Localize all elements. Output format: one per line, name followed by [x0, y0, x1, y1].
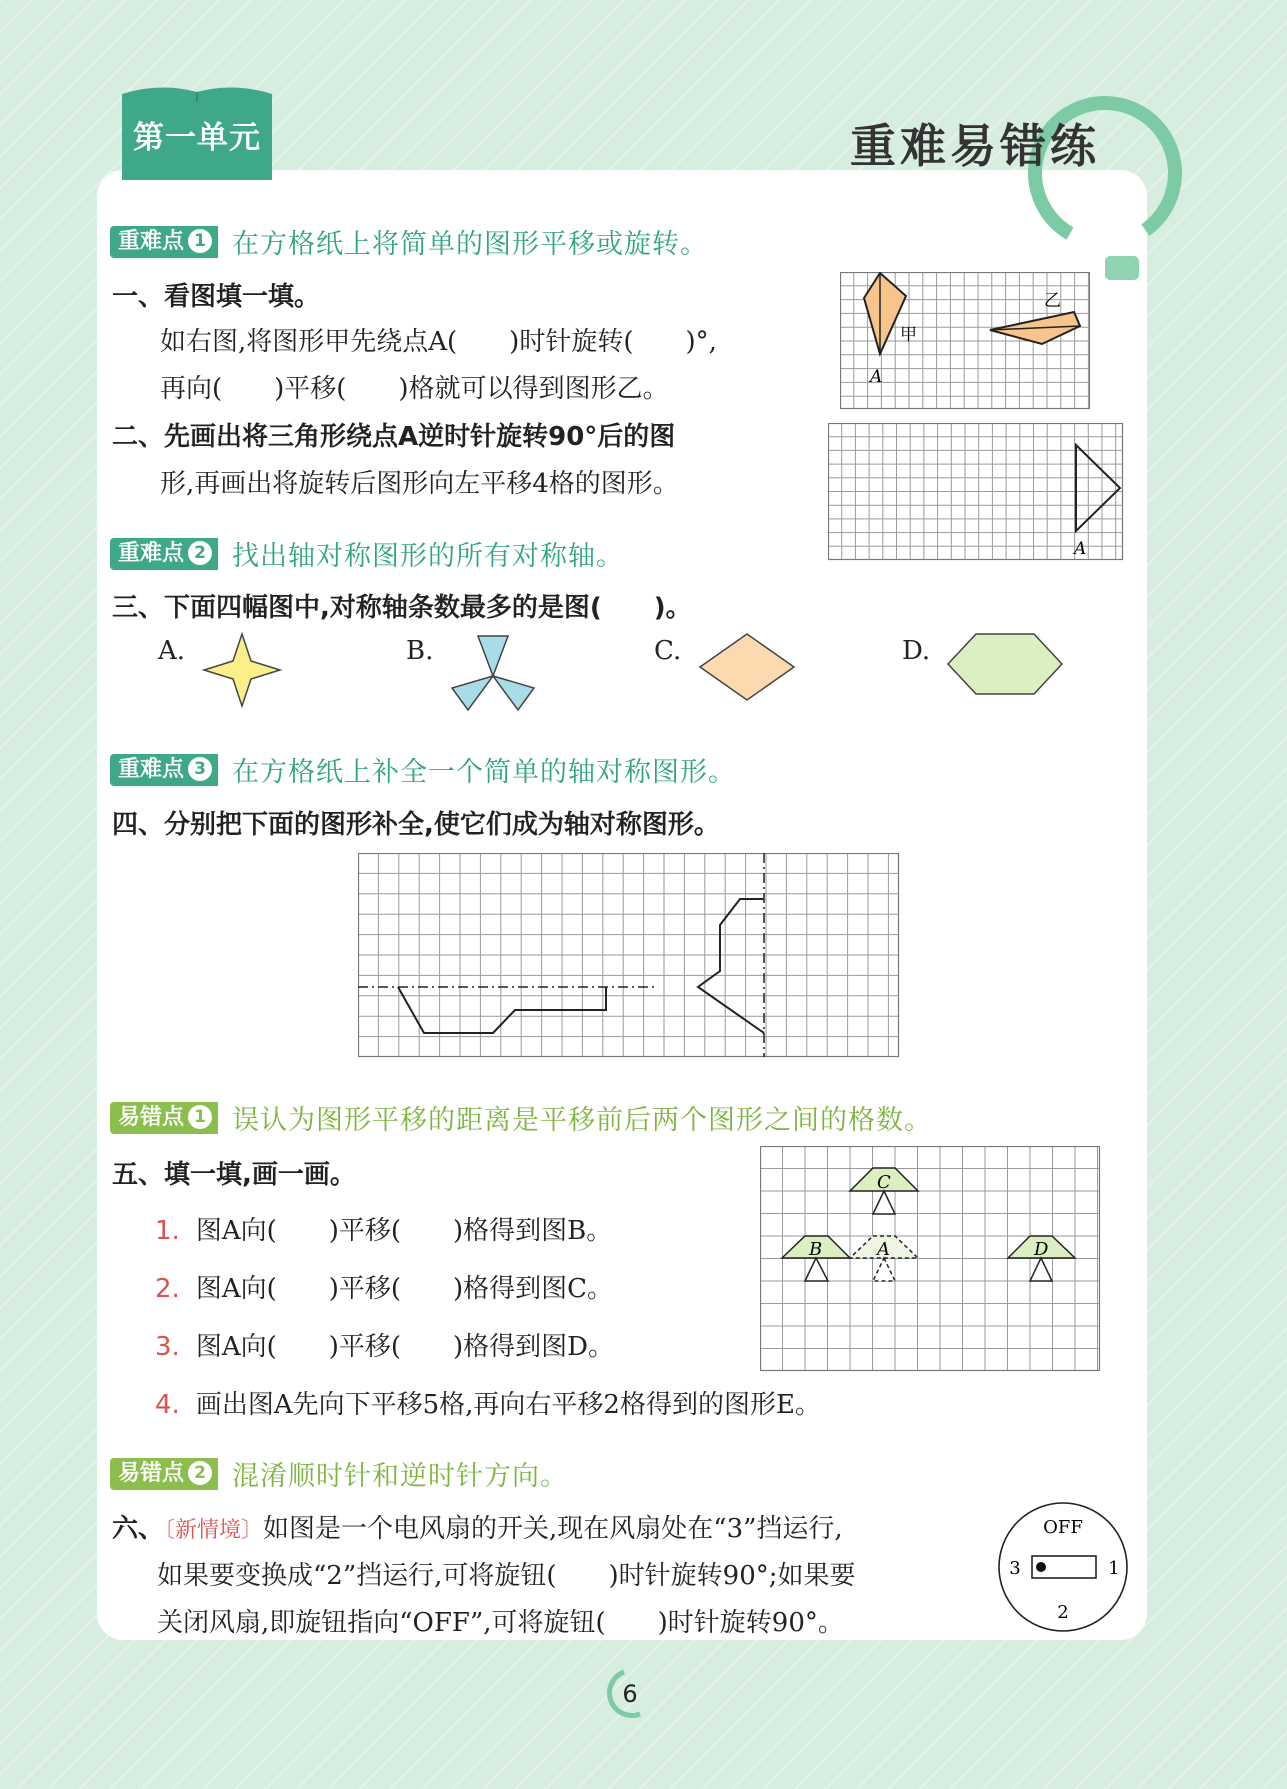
item-text: 图A向( )平移( )格得到图B。 — [195, 1216, 613, 1246]
question-5-item-2 — [155, 1268, 613, 1305]
question-4-title: 四、分别把下面的图形补全,使它们成为轴对称图形。 — [112, 810, 720, 840]
new-context-tag: 〔新情境〕 — [164, 1518, 264, 1543]
badge-label: 易错点 — [118, 1460, 185, 1486]
line-text: 如图是一个电风扇的开关,现在风扇处在“3”挡运行, — [263, 1514, 843, 1544]
option-d-hexagon-shape[interactable] — [946, 632, 1064, 696]
question-5-title: 五、填一填,画一画。 — [112, 1160, 356, 1190]
label-b: B — [809, 1239, 823, 1260]
option-c-rhombus-shape[interactable] — [698, 632, 796, 702]
dial-label-1: 1 — [1108, 1558, 1120, 1579]
question-6-line-3: 关闭风扇,即旋钮指向“OFF”,可将旋钮( )时针旋转90°。 — [157, 1608, 844, 1638]
figure-c — [850, 1168, 918, 1214]
dial-label-off: OFF — [1043, 1517, 1083, 1538]
section-title: 找出轴对称图形的所有对称轴。 — [232, 541, 625, 572]
badge-label: 重难点 — [118, 228, 185, 254]
option-b-label[interactable]: B. — [406, 636, 434, 666]
section-header-error-point-2 — [110, 1454, 568, 1490]
question-1-title: 一、看图填一填。 — [112, 282, 321, 312]
badge-number: 2 — [188, 541, 212, 565]
unit-label: 第一单元 — [133, 120, 261, 156]
section-title: 在方格纸上将简单的图形平移或旋转。 — [232, 229, 709, 260]
badge-number: 3 — [188, 757, 212, 781]
question-2-line-1: 二、先画出将三角形绕点A逆时针旋转90°后的图 — [112, 422, 676, 452]
label-a: A — [877, 1239, 890, 1260]
item-text: 画出图A先向下平移5格,再向右平移2格得到的图形E。 — [195, 1390, 821, 1420]
question-5-item-1 — [155, 1210, 612, 1247]
figure-b — [782, 1236, 850, 1281]
label-a: A — [1074, 539, 1087, 559]
badge-number: 2 — [188, 1461, 212, 1485]
item-number: 1. — [155, 1216, 180, 1246]
badge-label: 重难点 — [118, 756, 185, 782]
triangle-shape — [1076, 445, 1120, 531]
figure-d — [1008, 1236, 1075, 1281]
question-2-line-2: 形,再画出将旋转后图形向左平移4格的图形。 — [160, 469, 679, 499]
dial-label-2: 2 — [1057, 1602, 1069, 1623]
label-jia: 甲 — [900, 325, 917, 345]
question-1-line-1: 如右图,将图形甲先绕点A( )时针旋转( )°, — [160, 327, 717, 357]
dial-label-3: 3 — [1009, 1558, 1021, 1579]
label-c: C — [877, 1172, 891, 1193]
section-header-key-point-1 — [110, 222, 708, 258]
section-title: 在方格纸上补全一个简单的轴对称图形。 — [232, 757, 737, 788]
option-c-label[interactable]: C. — [654, 636, 682, 666]
page-number: 6 — [622, 1680, 638, 1708]
item-number: 3. — [155, 1332, 180, 1362]
question-6-line-1 — [112, 1508, 843, 1545]
option-a-label[interactable]: A. — [158, 636, 186, 666]
badge-number: 1 — [188, 229, 212, 253]
option-d-label[interactable]: D. — [902, 636, 931, 666]
item-number: 4. — [155, 1390, 180, 1420]
dial-pointer-icon — [1036, 1562, 1046, 1572]
section-title: 混淆顺时针和逆时针方向。 — [232, 1461, 569, 1492]
half-shape-left — [398, 987, 606, 1033]
question-5-grid-figure — [760, 1146, 1102, 1372]
badge-label: 重难点 — [118, 540, 185, 566]
question-5-item-4 — [155, 1384, 821, 1421]
question-3-title: 三、下面四幅图中,对称轴条数最多的是图( )。 — [112, 593, 692, 623]
question-2-grid-figure — [828, 423, 1124, 561]
question-4-grid-figure — [358, 853, 900, 1059]
half-shape-right — [698, 899, 764, 1033]
option-b-propeller-shape[interactable] — [450, 630, 536, 712]
label-d: D — [1034, 1239, 1049, 1260]
label-yi: 乙 — [1044, 291, 1061, 311]
question-1-line-2: 再向( )平移( )格就可以得到图形乙。 — [160, 374, 669, 404]
item-text: 图A向( )平移( )格得到图C。 — [195, 1274, 614, 1304]
question-6-line-2: 如果要变换成“2”挡运行,可将旋钮( )时针旋转90°;如果要 — [157, 1561, 856, 1591]
question-5-item-3 — [155, 1326, 614, 1363]
option-a-star-shape[interactable] — [200, 632, 284, 708]
item-number: 2. — [155, 1274, 180, 1304]
fan-switch-dial — [996, 1500, 1130, 1634]
section-header-key-point-3 — [110, 750, 736, 786]
page-title: 重难易错练 — [850, 119, 1100, 173]
section-header-error-point-1 — [110, 1098, 932, 1134]
question-number: 六、 — [112, 1514, 165, 1544]
item-text: 图A向( )平移( )格得到图D。 — [195, 1332, 615, 1362]
badge-number: 1 — [188, 1105, 212, 1129]
question-1-grid-figure — [840, 272, 1090, 410]
badge-label: 易错点 — [118, 1104, 185, 1130]
section-title: 误认为图形平移的距离是平移前后两个图形之间的格数。 — [232, 1105, 933, 1136]
section-header-key-point-2 — [110, 534, 624, 570]
label-a: A — [870, 367, 883, 387]
